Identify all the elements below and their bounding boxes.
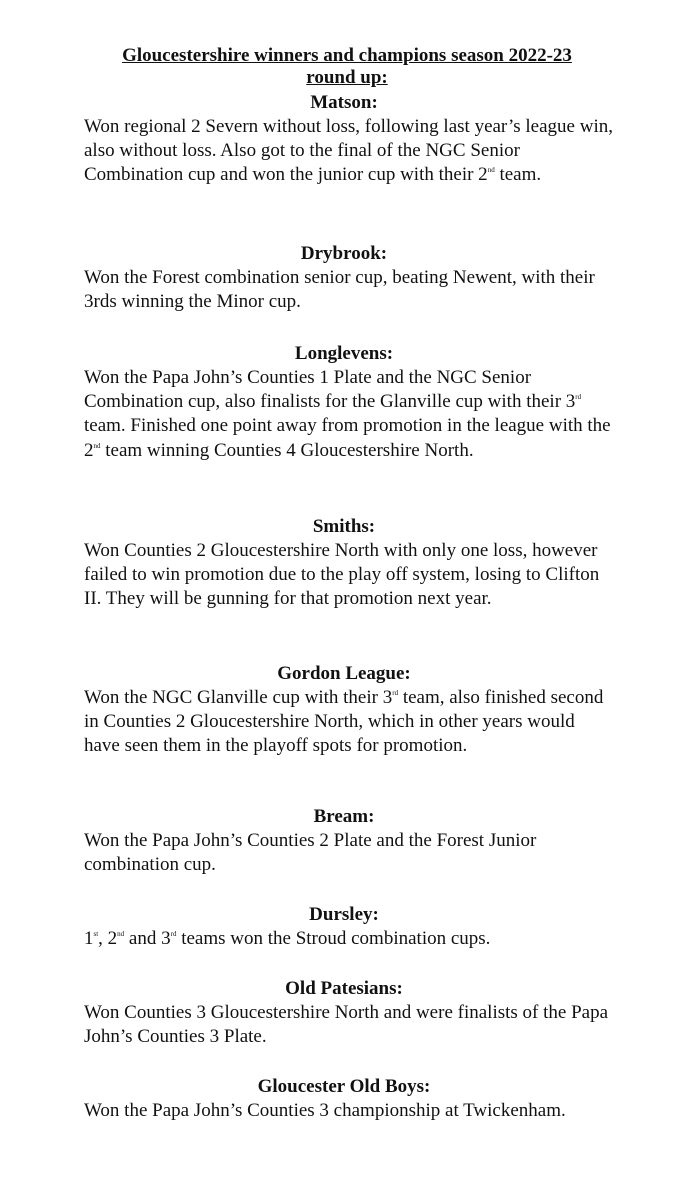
ordinal-suffix: nd: [93, 441, 101, 450]
section-heading: Bream:: [313, 806, 375, 827]
section-heading: Dursley:: [309, 904, 379, 925]
section-heading: Drybrook:: [300, 243, 388, 264]
section-text: Won the Papa John’s Counties 2 Plate and the Forest Junior combination cup.: [84, 830, 537, 876]
section-text: Won the Forest combination senior cup, beating Newent, with their 3rds winning the Minor cup.: [84, 267, 595, 313]
section-text: Won Counties 3 Gloucestershire North and were finalists of the Papa John’s Counties 3 Plate.: [84, 1002, 609, 1048]
ordinal-suffix: st: [93, 930, 99, 938]
ordinal-suffix: rd: [392, 689, 399, 697]
ordinal-suffix: nd: [487, 166, 495, 175]
section-heading: Old Patesians:: [285, 978, 403, 999]
section-longlevens: [84, 342, 611, 463]
section-text: Won the Papa John’s Counties 3 championship at Twickenham.: [84, 1100, 566, 1121]
section-heading: Matson:: [310, 92, 378, 113]
section-smiths: [84, 515, 604, 612]
section-dursley: [84, 903, 604, 951]
section-gloucester-old-boys: [84, 1075, 604, 1123]
section-drybrook: [84, 242, 604, 314]
section-gordon-league: [84, 662, 604, 759]
section-text: Won regional 2 Severn without loss, following last year’s league win, also without loss. Also got to the final of the NGC Senior Combination cup and won the junior cup with their 2nd team.: [84, 116, 613, 186]
section-old-patesians: [84, 977, 609, 1049]
ordinal-suffix: rd: [575, 393, 582, 402]
section-text: Won the Papa John’s Counties 1 Plate and the NGC Senior Combination cup, also finalists for the Glanville cup with their 3rd team. Finished one point away from promotion in the league with the 2nd team winning Counties 4 Gloucestershire North.: [84, 367, 611, 461]
section-text: 1st, 2nd and 3rd teams won the Stroud combination cups.: [84, 928, 491, 949]
document-title: [0, 45, 694, 89]
ordinal-suffix: nd: [117, 930, 125, 938]
section-heading: Gordon League:: [277, 663, 411, 684]
section-bream: [84, 805, 604, 877]
section-heading: Smiths:: [312, 516, 376, 537]
section-text: Won the NGC Glanville cup with their 3rd team, also finished second in Counties 2 Gloucestershire North, which in other years would have seen them in the playoff spots for promotion.: [84, 687, 604, 757]
section-heading: Gloucester Old Boys:: [257, 1076, 431, 1097]
document-title-line-1: Gloucestershire winners and champions season 2022-23: [122, 45, 572, 66]
section-text: Won Counties 2 Gloucestershire North with only one loss, however failed to win promotion due to the play off system, losing to Clifton II. They will be gunning for that promotion next year.: [84, 540, 600, 610]
section-matson: [84, 91, 613, 188]
section-heading: Longlevens:: [294, 343, 394, 364]
document-title-line-2: round up:: [306, 67, 388, 88]
ordinal-suffix: rd: [170, 930, 177, 938]
